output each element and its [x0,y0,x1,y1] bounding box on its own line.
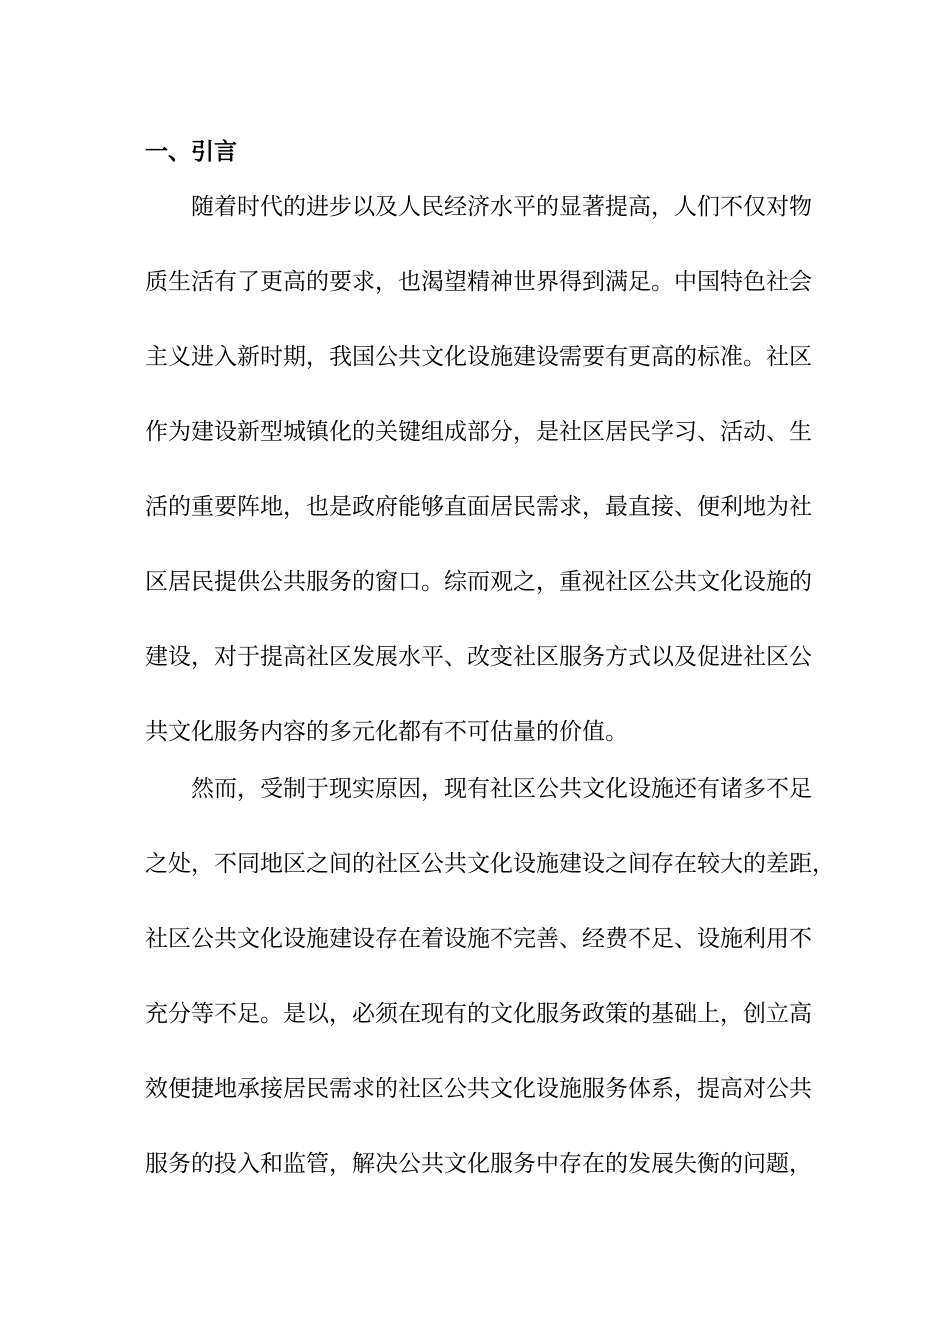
paragraph-2-line-6: 服务的投入和监管，解决公共文化服务中存在的发展失衡的问题， [145,1151,812,1177]
paragraph-2-line-5: 效便捷地承接居民需求的社区公共文化设施服务体系，提高对公共 [145,1076,812,1102]
paragraph-2-line-3: 社区公共文化设施建设存在着设施不完善、经费不足、设施利用不 [145,926,812,952]
paragraph-1-line-7: 建设，对于提高社区发展水平、改变社区服务方式以及促进社区公 [145,644,812,670]
paragraph-2-line-4: 充分等不足。是以，必须在现有的文化服务政策的基础上，创立高 [145,1001,812,1027]
paragraph-1-line-8: 共文化服务内容的多元化都有不可估量的价值。 [145,719,628,745]
paragraph-1-line-3: 主义进入新时期，我国公共文化设施建设需要有更高的标准。社区 [145,344,812,370]
paragraph-1-line-5: 活的重要阵地，也是政府能够直面居民需求，最直接、便利地为社 [145,494,812,520]
paragraph-1-line-6: 区居民提供公共服务的窗口。综而观之，重视社区公共文化设施的 [145,569,812,595]
paragraph-2-line-2: 之处，不同地区之间的社区公共文化设施建设之间存在较大的差距， [145,851,835,877]
paragraph-1-line-2: 质生活有了更高的要求，也渴望精神世界得到满足。中国特色社会 [145,269,812,295]
section-heading: 一、引言 [145,139,237,165]
paragraph-1-line-1: 随着时代的进步以及人民经济水平的显著提高，人们不仅对物 [191,194,812,220]
paragraph-1-line-4: 作为建设新型城镇化的关键组成部分，是社区居民学习、活动、生 [145,419,812,445]
paragraph-2-line-1: 然而，受制于现实原因，现有社区公共文化设施还有诸多不足 [191,776,812,802]
